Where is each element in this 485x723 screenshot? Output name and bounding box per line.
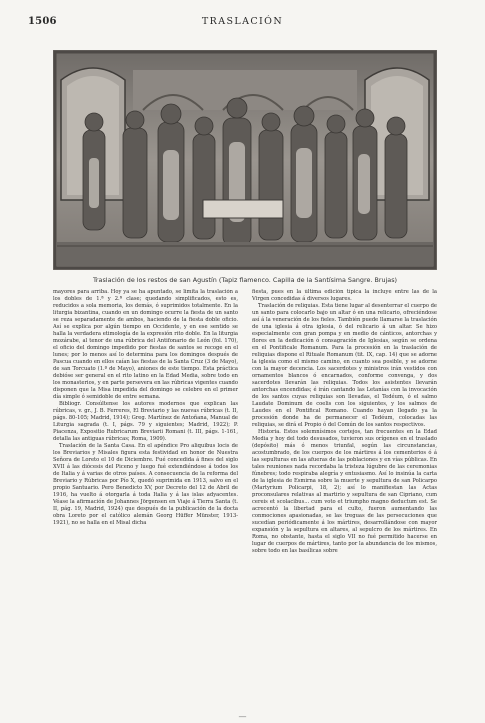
right-column [252,289,437,699]
running-title: TRASLACIÓN [201,16,284,27]
fold-mark: — [238,712,247,721]
figure-caption: Traslación de los restos de san Agustín (Tapiz flamenco. Capilla de la Santísima Sangre. Brujas) [92,276,398,284]
tapestry-image [53,50,437,270]
page-number: 1506 [28,16,57,27]
tapestry-illustration [53,50,437,270]
paragraph: Traslación de la Santa Casa. En el apéndice Pro aliquibus locis de los Breviarios y Misales figura esta festividad en honor de Nuestra Señora de Loreto el 10 de Diciembre. Fué concedida á fines del siglo XVII á las diócesis del Piceno y luego fué extendiéndose á todos los de Italia y á varias de otros países. A consecuencia de la reforma del Breviario y Rúbricas por Pío X, quedó suprimida en 1913, salvo en el propio Santuario. Pero Benedicto XV, por Decreto del 12 de Abril de 1916, ha vuelto á otorgarla á toda Italia y á las islas adyacentes. Véase la afirmación de Johannes Jörgensen en Viaje á Tierra Santa (t. II, pág. 19, Madrid, 1924) que después de la publicación de la docta obra Loreto por el católico alemán Georg Hüffer Münster, 1913-1921), no se halla en el Misal dicha [53,443,238,526]
paragraph: fiesta, pues en la última edición típica la incluye entre las de la Virgen concedidas á diversos lugares. [252,289,437,302]
paragraph: Historia. Estos solemnísimos cortejos, tan frecuentes en la Edad Media y hoy del todo desusados, tuvieron sus orígenes en el traslado (depósito) más ó menos triunfal, según las circunstancias, acostumbrado, de los cuerpos de los mártires á los cementerios ó á las sepulturas en las afueras de las poblaciones y en vías públicas. En tales reuniones nada recordaba la tristeza lúgubre de las ceremonias fúnebres; todo respiraba alegría y entusiasmo. Así lo insinúa la carta de la iglesia de Esmirna sobre la muerte y sepultura de san Policarpo (Martyrium Policarpi, 18, 2); así lo manifiestan las Actas proconsulares relativas al martirio y sepultura de san Cipriano, cum cereis et scolacibus... cum voto et triumpho magno deductum est. Se acrecentó la libertad para el culto, fueron aumentando las conmociones apasionadas, se las treguas de las persecuciones que sucedían periódicamente á los mártires, desarrollándose con mayor expansión y la sepultura en altares, al sepulcro de los mártires. En Roma, no obstante, hasta el siglo VII no fué permitido hacerse en lugar de cuerpos de mártires, tanto por la abundancia de los mismos, sobre todo en las basílicas sobre [252,429,437,554]
paragraph: mayores para arriba. Hoy ya se ha apuntado, se limita la traslación a los dobles de 1.ª y 2.ª clase; quedando simplificados, esto es, reducidos a sola memoria, los demás, ó suprimidos totalmente. En la liturgia bizantina, cuando en un domingo ocurre la fiesta de un santo se reza separadamente de ambos, haciendo de la fiesta doble oficio. Así se explica por algún tiempo en Occidente, y en ese sentido se halla la verdadera etimología de la expresión rito doble. En la liturgia mozárabe, al tenor de una rúbrica del Antifonario de León (fol. 170), el oficio del domingo impedido por fiestas de santos se recoge en el lunes; por lo menos así lo determina para los domingos después de Pascua cuando en ellos caían las fiestas de la Santa Cruz (3 de Mayo), de san Torcuato (1.º de Mayo), aniones de este tiempo. Esta práctica debióse ser general en el rito latino en la Edad Media, sobre todo en los monasterios, y en parte persevera en las rúbricas vigentes cuando disponen que la Misa impedida del domingo se celebre en el primer día simple ó semidoble de entre semana. [53,289,238,400]
text-columns [53,289,437,699]
paragraph: Traslación de reliquias. Esta tiene lugar al desenterrar el cuerpo de un santo para colocarlo bajo un altar ó en una relicario, ofreciéndose así á la veneración de los fieles. También puede llamarse la traslación de una iglesia á otra iglesia, ó del relicario á un altar. Se hizo especialmente con gran pompa y en medio de cánticos, antorchas y flores en la dedicación ó consagración de Iglesias, según se ordena en el Pontificale Romanum. Para la procesión en la traslación de reliquias dispone el Rituale Romanum (tit. IX, cap. 14) que se adorne la iglesia como el mismo camino, en cuanto sea posible, y se adorne con la mayor decencia. Los sacerdotes y ministros irán vestidos con ornamentos blancos ó encarnados, conforme convenga, y dos sacerdotes llevarán las reliquias. Todos los asistentes llevarán antorchas encendidas; é irán cantando las Letanías con la invocación de los santos cuyas reliquias son llevadas, el Tedéum, ó el salmo Laudate Dominum de coelis con los siguientes, y los salmos de Laudes en el Pontifical Romano. Cuando hayan llegado ya la procesión donde ha de permanecer el Tedéum, colocadas las reliquias, se dirá el Propio ó del Común de los santos respectivos. [252,303,437,428]
paragraph: Bibliogr. Consúltense los autores modernos que explican las rúbricas, v. gr., J. B. Ferreres, El Breviario y las nuevas rúbricas (t. II, págs. 80-105; Madrid, 1914); Greg. Martínez de Antoñana, Manual de Liturgia sagrada (t. I, págs. 79 y siguientes; Madrid, 1922); P. Piacenza, Expositio Rubricarum Breviarii Romani (t. III, págs. 1-161, detalla las antiguas rúbricas; Roma, 1909). [53,401,238,442]
left-column [53,289,238,699]
